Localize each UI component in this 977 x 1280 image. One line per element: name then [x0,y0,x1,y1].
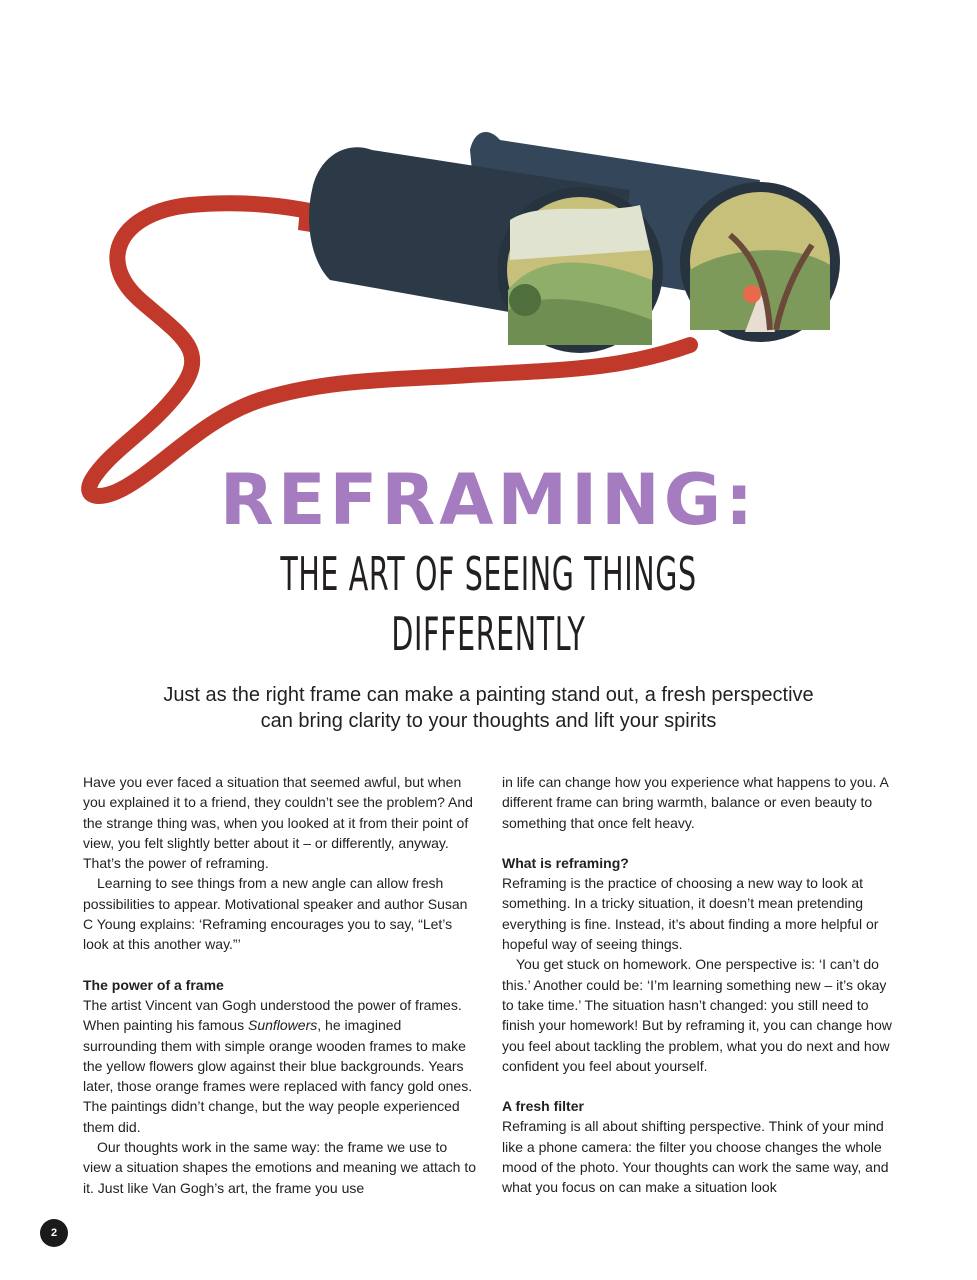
paragraph-text: The artist Vincent van Gogh understood the power of frames. When painting his famous [83,996,462,1034]
subtitle-line-2: DIFFERENTLY [391,607,586,661]
subtitle-line-1: THE ART OF SEEING THINGS [280,547,697,601]
standfirst-line-2: can bring clarity to your thoughts and lift your spirits [260,710,717,732]
paragraph [83,995,479,1137]
article-column-right [502,772,898,1198]
section-heading-what-is-reframing: What is reframing? [502,854,629,871]
standfirst-line-1: Just as the right frame can make a painting stand out, a fresh perspective [163,684,814,706]
page-subtitle [186,544,792,664]
paragraph: You get stuck on homework. One perspective is: ‘I can’t do this.’ Another could be: ‘I’m learning something new – it’s okay to take time.’ The situation hasn’t changed: you still need to finish your homework! But by reframing it, you can change how you feel about tackling the problem, what you do next and how confident you feel about yourself. [502,956,892,1074]
standfirst [120,682,857,734]
paragraph: Our thoughts work in the same way: the frame we use to view a situation shapes the emotions and meaning we attach to it. Just like Van Gogh’s art, the frame you use [83,1139,477,1196]
binoculars-icon [89,132,840,496]
paragraph: Have you ever faced a situation that seemed awful, but when you explained it to a friend, they couldn’t see the problem? And the strange thing was, when you looked at it from their point of view, you felt slightly better about it – or differently, anyway. That’s the power of reframing. [83,774,473,872]
paragraph-text: , he imagined surrounding them with simple orange wooden frames to make the yellow flowers glow against their blue backgrounds. Years later, those orange frames were replaced with fancy gold ones. The paintings didn’t change, but the way people experienced them did. [83,1017,473,1135]
page-number: 2 [40,1219,68,1247]
page-title: REFRAMING: [219,459,758,541]
paragraph: Reframing is the practice of choosing a new way to look at something. In a tricky situation, it doesn’t mean pretending everything is fine. Instead, it’s about finding a more helpful or hopeful way of seeing things. [502,875,879,953]
artwork-title: Sunflowers [247,1017,318,1034]
paragraph: in life can change how you experience what happens to you. A different frame can bring warmth, balance or even beauty to something that once felt heavy. [502,774,889,831]
section-heading-power-of-frame: The power of a frame [83,976,224,993]
section-heading-fresh-filter: A fresh filter [502,1098,584,1115]
paragraph: Reframing is all about shifting perspective. Think of your mind like a phone camera: the filter you choose changes the whole mood of the photo. Your thoughts can work the same way, and what you focus on can make a situation look [502,1118,889,1196]
paragraph: Learning to see things from a new angle can allow fresh possibilities to appear. Motivational speaker and author Susan C Young explains: ‘Reframing encourages you to say, “Let’s look at this another way.”’ [83,875,468,953]
article-column-left [83,772,479,1198]
binoculars-illustration [0,0,977,520]
